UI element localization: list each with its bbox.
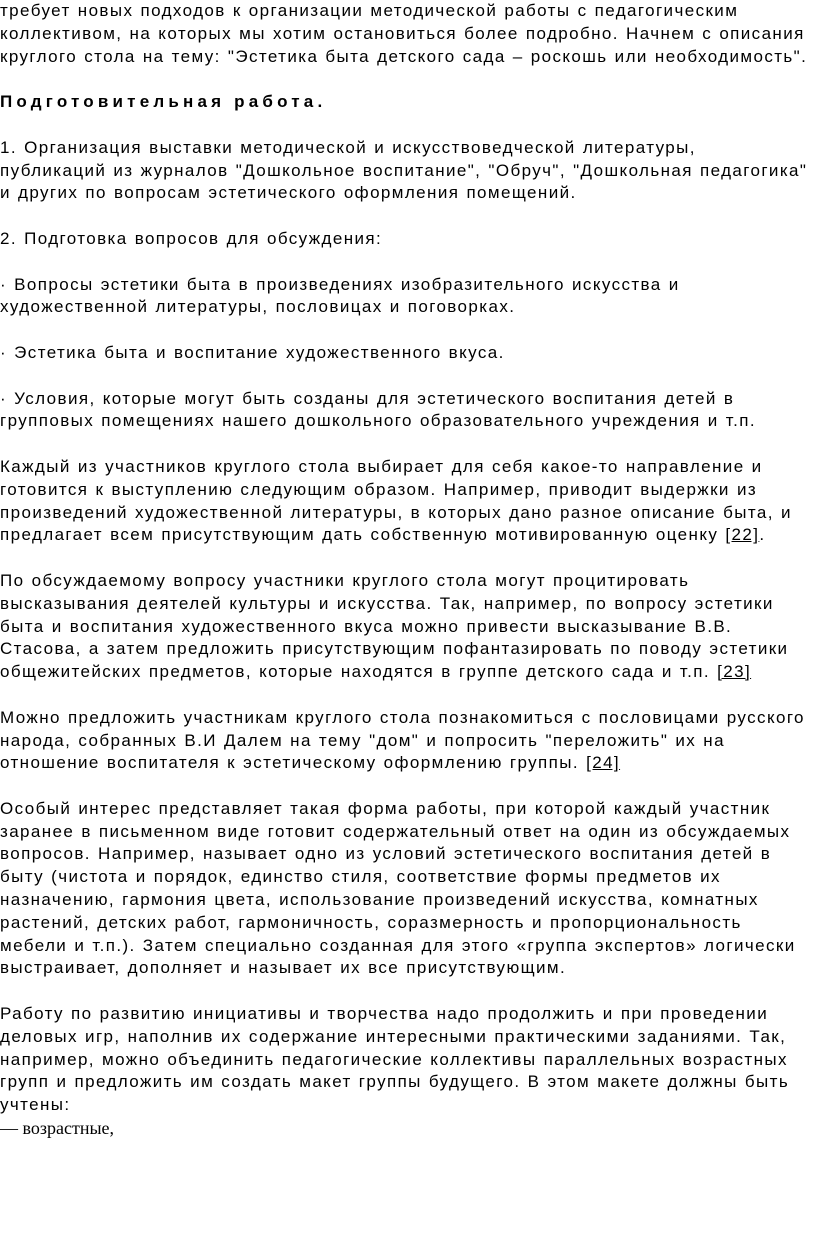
spacer bbox=[0, 68, 808, 91]
spacer bbox=[0, 433, 808, 456]
intro-paragraph: требует новых подходов к организации методической работы с педагогическим коллективом, на которых мы хотим остановиться более подробно. Начнем с описания круглого стола на тему: "Эстетика быта детского сада – роскошь или необходимость". bbox=[0, 1, 808, 66]
spacer bbox=[0, 205, 808, 228]
bullet-item-3: · Условия, которые могут быть созданы для эстетического воспитания детей в групповых помещениях нашего дошкольного образовательного учреждения и т.п. bbox=[0, 388, 756, 431]
list-item-1: 1. Организация выставки методической и искусствоведческой литературы, публикаций из журналов "Дошкольное воспитание", "Обруч", "Дошкольная педагогика" и других по вопросам эстетического оформления помещений. bbox=[0, 137, 808, 203]
spacer bbox=[0, 547, 808, 570]
paragraph-5: Работу по развитию инициативы и творчества надо продолжить и при проведении деловых игр, наполнив их содержание интересными практическими заданиями. Так, например, можно объединить педагогические коллективы параллельных возрастных групп и предложить им создать макет группы будущего. В этом макете должны быть учтены: bbox=[0, 1004, 790, 1115]
paragraph-2-text: По обсуждаемому вопросу участники круглого стола могут процитировать высказывания деятелей культуры и искусства. Так, например, по вопросу эстетики быта и воспитания художественного вкуса можно привести высказывание В.В. Стасова, а затем предложить присутствующим пофантазировать по поводу эстетики общежитейских предметов, которые находятся в группе детского сада и т.п. bbox=[0, 570, 789, 682]
paragraph-3-text: Можно предложить участникам круглого стола познакомиться с пословицами русского народа, собранных В.И Далем на тему "дом" и попросить "переложить" их на отношение воспитателя к эстетическому оформлению группы. bbox=[0, 707, 805, 773]
footnote-link-24[interactable]: [24] bbox=[586, 753, 621, 773]
spacer bbox=[0, 775, 808, 798]
list-item-2: 2. Подготовка вопросов для обсуждения: bbox=[0, 228, 383, 248]
footnote-link-22[interactable]: [22] bbox=[725, 525, 760, 545]
spacer bbox=[0, 114, 808, 137]
spacer bbox=[0, 980, 808, 1003]
paragraph-4: Особый интерес представляет такая форма работы, при которой каждый участник заранее в письменном виде готовит содержательный ответ на один из обсуждаемых вопросов. Например, называет одно из условий эстетического воспитания детей в быту (чистота и порядок, единство стиля, соответствие формы предметов их назначению, гармония цвета, использование произведений искусства, комнатных растений, детских работ, гармоничность, соразмерность и пропорциональность мебели и т.п.). Затем специально созданная для этого «группа экспертов» логически выстраивает, дополняет и называет их все присутствующим. bbox=[0, 798, 796, 978]
section-heading: Подготовительная работа. bbox=[0, 92, 327, 112]
paragraph-1-end: . bbox=[759, 525, 766, 545]
paragraph-1 bbox=[0, 456, 808, 547]
spacer bbox=[0, 319, 808, 342]
spacer bbox=[0, 365, 808, 388]
spacer bbox=[0, 251, 808, 274]
paragraph-3 bbox=[0, 707, 808, 775]
spacer bbox=[0, 684, 808, 707]
bullet-item-1: · Вопросы эстетики быта в произведениях изобразительного искусства и художественной литературы, пословицах и поговорках. bbox=[0, 274, 680, 317]
footnote-link-23[interactable]: [23] bbox=[717, 662, 752, 682]
paragraph-1-text: Каждый из участников круглого стола выбирает для себя какое-то направление и готовится к выступлению следующим образом. Например, приводит выдержки из произведений художественной литературы, в которых дано разное описание быта, и предлагает всем присутствующим дать собственную мотивированную оценку bbox=[0, 456, 792, 545]
list-line-age: — возрастные, bbox=[0, 1118, 115, 1139]
bullet-item-2: · Эстетика быта и воспитание художественного вкуса. bbox=[0, 342, 505, 362]
paragraph-2 bbox=[0, 570, 808, 684]
